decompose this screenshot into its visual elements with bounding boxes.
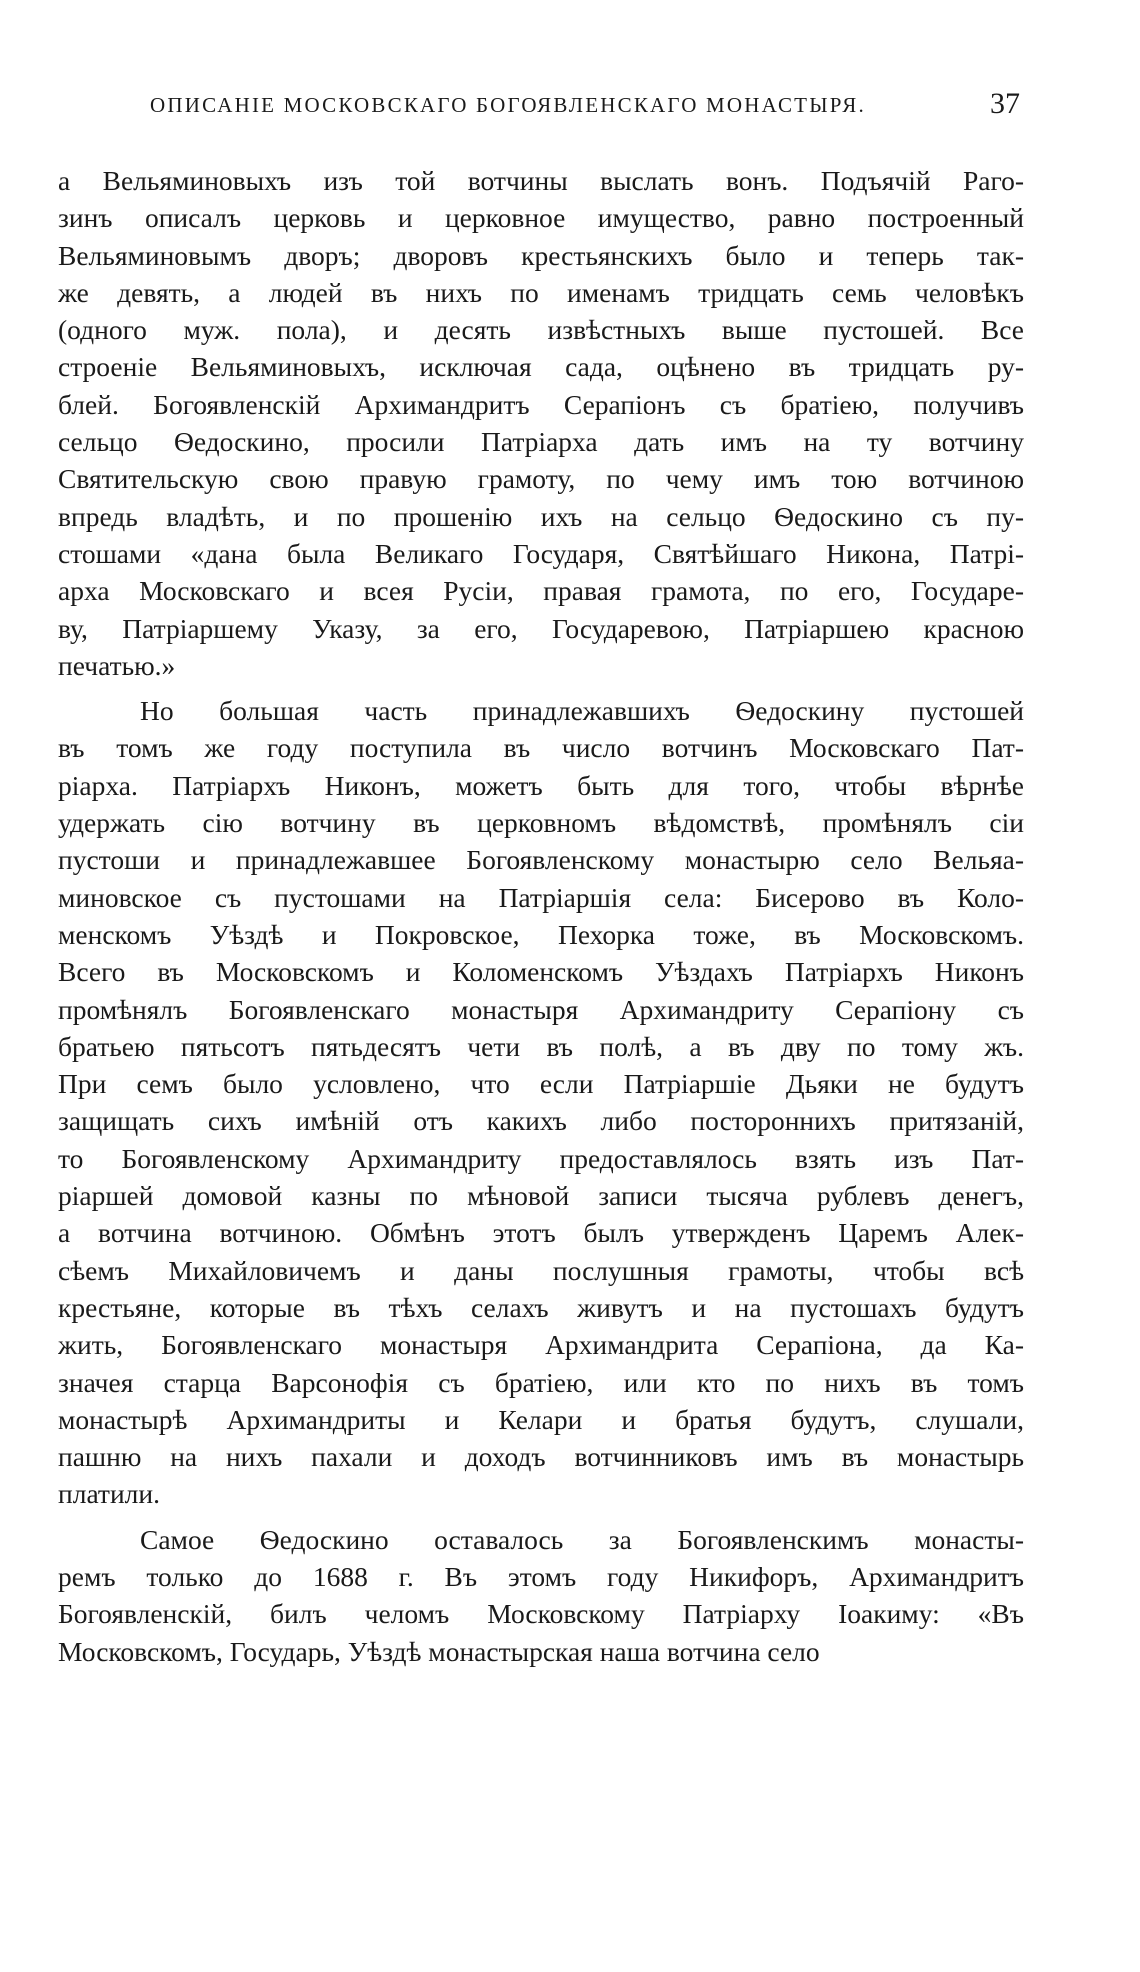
paragraph bbox=[58, 692, 1024, 1513]
text-line: крестьяне, которые въ тѣхъ селахъ живутъ и на пустошахъ будутъ bbox=[58, 1291, 1024, 1323]
text-line: пустоши и принадлежавшее Богоявленскому монастырю село Вельяа- bbox=[58, 844, 1024, 876]
text-line: печатью.» bbox=[58, 649, 176, 681]
running-title: ОПИСАНІЕ МОСКОВСКАГО БОГОЯВЛЕНСКАГО МОНАСТЫРЯ. bbox=[150, 93, 866, 117]
text-line: Самое Ѳедоскино оставалось за Богоявленскимъ монасты- bbox=[140, 1523, 1024, 1555]
text-line: удержать сію вотчину въ церковномъ вѣдомствѣ, промѣнялъ сіи bbox=[58, 807, 1024, 839]
text-line: ремъ только до 1688 г. Въ этомъ году Никифоръ, Архимандритъ bbox=[58, 1560, 1024, 1592]
text-line: монастырѣ Архимандриты и Келари и братья будутъ, слушали, bbox=[58, 1403, 1024, 1435]
text-line: промѣнялъ Богоявленскаго монастыря Архимандриту Серапіону съ bbox=[58, 993, 1024, 1025]
text-line: защищать сихъ имѣній отъ какихъ либо постороннихъ притязаній, bbox=[58, 1105, 1024, 1137]
text-line: въ томъ же году поступила въ число вотчинъ Московскаго Пат- bbox=[58, 732, 1024, 764]
text-line: пашню на нихъ пахали и доходъ вотчинниковъ имъ въ монастырь bbox=[58, 1441, 1024, 1473]
text-line: ріарха. Патріархъ Никонъ, можетъ быть для того, чтобы вѣрнѣе bbox=[58, 769, 1024, 801]
text-line: а Вельяминовыхъ изъ той вотчины выслать вонъ. Подъячій Раго- bbox=[58, 165, 1024, 196]
text-line: При семъ было условлено, что если Патріаршіе Дьяки не будутъ bbox=[58, 1068, 1024, 1100]
text-line: менскомъ Уѣздѣ и Покровское, Пехорка тоже, въ Московскомъ. bbox=[58, 918, 1024, 950]
paragraph-gap bbox=[58, 1513, 1024, 1521]
text-line: миновское съ пустошами на Патріаршія села: Бисерово въ Коло- bbox=[58, 881, 1024, 913]
text-line: зинъ описалъ церковь и церковное имущество, равно построенный bbox=[58, 202, 1024, 234]
text-line: строеніе Вельяминовыхъ, исключая сада, оцѣнено въ тридцать ру- bbox=[58, 351, 1024, 383]
text-line: ву, Патріаршему Указу, за его, Государевою, Патріаршею красною bbox=[58, 612, 1024, 644]
text-line: же девять, а людей въ нихъ по именамъ тридцать семь человѣкъ bbox=[58, 276, 1024, 308]
text-line: значея старца Варсонофія съ братіею, или кто по нихъ въ томъ bbox=[58, 1366, 1024, 1398]
text-line: а вотчина вотчиною. Обмѣнъ этотъ былъ утвержденъ Царемъ Алек- bbox=[58, 1217, 1024, 1249]
text-line: Богоявленскій, билъ челомъ Московскому Патріарху Іоакиму: «Въ bbox=[58, 1598, 1024, 1630]
text-line: впредь владѣть, и по прошенію ихъ на сельцо Ѳедоскино съ пу- bbox=[58, 500, 1024, 532]
text-line: Всего въ Московскомъ и Коломенскомъ Уѣздахъ Патріархъ Никонъ bbox=[58, 956, 1024, 988]
text-line: жить, Богоявленскаго монастыря Архимандрита Серапіона, да Ка- bbox=[58, 1329, 1024, 1361]
paragraph-gap bbox=[58, 684, 1024, 692]
text-line: платили. bbox=[58, 1478, 160, 1510]
text-line: Но большая часть принадлежавшихъ Ѳедоскину пустошей bbox=[140, 695, 1024, 727]
paragraph bbox=[58, 162, 1024, 684]
page-header bbox=[60, 87, 1020, 123]
text-line: блей. Богоявленскій Архимандритъ Серапіонъ съ братіею, получивъ bbox=[58, 388, 1024, 420]
text-line: Вельяминовымъ дворъ; дворовъ крестьянскихъ было и теперь так- bbox=[58, 239, 1024, 271]
text-line: то Богоявленскому Архимандриту предоставлялось взять изъ Пат- bbox=[58, 1142, 1024, 1174]
text-line: сѣемъ Михайловичемъ и даны послушныя грамоты, чтобы всѣ bbox=[58, 1254, 1024, 1286]
text-line: стошами «дана была Великаго Государя, Святѣйшаго Никона, Патрі- bbox=[58, 537, 1024, 569]
text-line: Святительскую свою правую грамоту, по чему имъ тою вотчиною bbox=[58, 463, 1024, 495]
paragraph bbox=[58, 1521, 1024, 1670]
text-line: Московскомъ, Государь, Уѣздѣ монастырская наша вотчина село bbox=[58, 1635, 820, 1667]
text-line: сельцо Ѳедоскино, просили Патріарха дать имъ на ту вотчину bbox=[58, 426, 1024, 458]
text-line: братьею пятьсотъ пятьдесятъ чети въ полѣ, а въ дву по тому жъ. bbox=[58, 1030, 1024, 1062]
text-line: арха Московскаго и всея Русіи, правая грамота, по его, Государе- bbox=[58, 575, 1024, 607]
page-number: 37 bbox=[990, 87, 1020, 120]
text-line: (одного муж. пола), и десять извѣстныхъ выше пустошей. Все bbox=[58, 314, 1024, 346]
text-line: ріаршей домовой казны по мѣновой записи тысяча рублевъ денегъ, bbox=[58, 1180, 1024, 1212]
body-text bbox=[58, 162, 1024, 1670]
